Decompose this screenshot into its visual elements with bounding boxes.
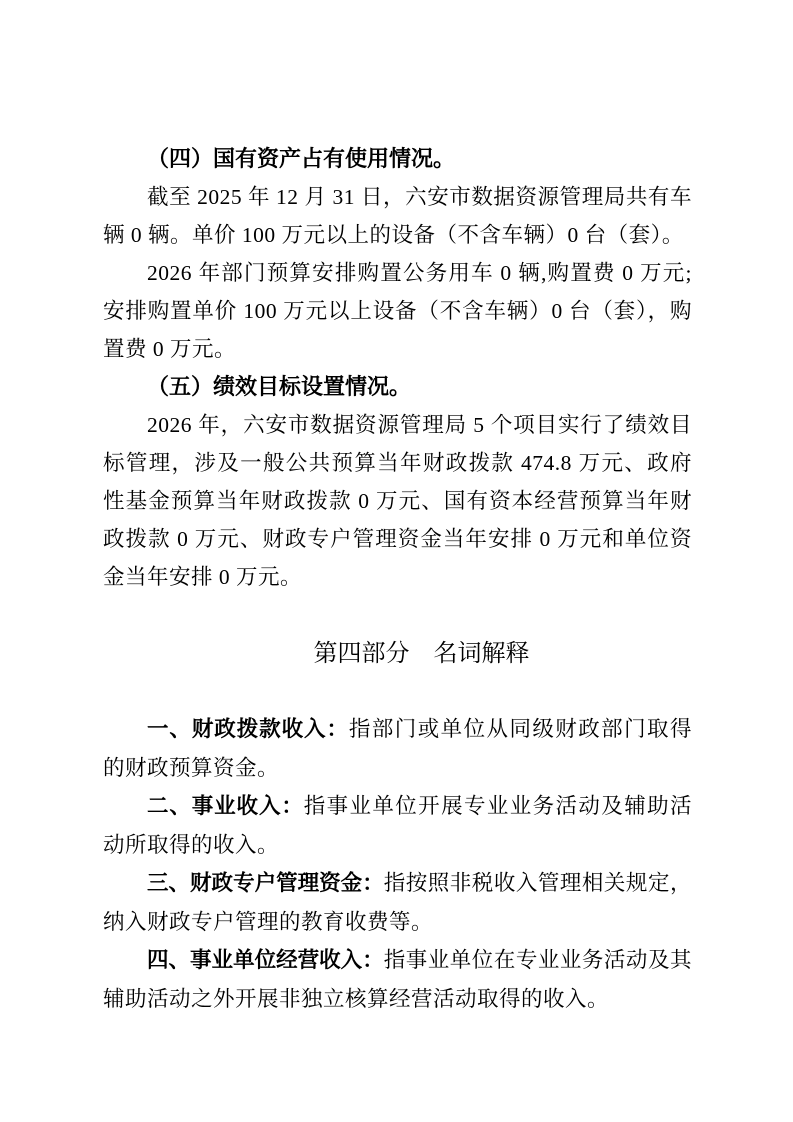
paragraph-performance-targets: 2026 年，六安市数据资源管理局 5 个项目实行了绩效目标管理，涉及一般公共预算当年财政拨款 474.8 万元、政府性基金预算当年财政拨款 0 万元、国有资本经营预算当年财政拨款 0 万元、财政专户管理资金当年安排 0 万元和单位资金当年安排 0 万元。 <box>103 413 692 589</box>
document-content <box>103 140 692 1018</box>
paragraph-assets-status: 截至 2025 年 12 月 31 日，六安市数据资源管理局共有车辆 0 辆。单价 100 万元以上的设备（不含车辆）0 台（套）。 <box>103 185 692 247</box>
definition-term-special-account-funds: 三、财政专户管理资金： <box>147 871 384 896</box>
definition-text: 指按照非税收入管理相关规定，纳入财政专户管理的教育收费等。 <box>103 871 692 934</box>
definition-text: 指事业单位开展专业业务活动及辅助活动所取得的收入。 <box>103 794 692 857</box>
spacer-after-title <box>103 672 692 710</box>
definition-item <box>103 864 692 941</box>
definition-term-operational-income: 二、事业收入： <box>147 794 304 819</box>
definition-text: 指部门或单位从同级财政部门取得的财政预算资金。 <box>103 717 692 780</box>
definition-term-business-operating-income: 四、事业单位经营收入： <box>147 948 384 973</box>
heading-performance-targets: （五）绩效目标设置情况。 <box>147 374 412 399</box>
spacer-before-title <box>103 596 692 634</box>
definition-item <box>103 941 692 1018</box>
definition-item <box>103 710 692 787</box>
paragraph-assets-budget: 2026 年部门预算安排购置公务用车 0 辆,购置费 0 万元;安排购置单价 100 万元以上设备（不含车辆）0 台（套），购置费 0 万元。 <box>103 261 692 361</box>
heading-state-assets: （四）国有资产占有使用情况。 <box>147 146 456 171</box>
definition-text: 指事业单位在专业业务活动及其辅助活动之外开展非独立核算经营活动取得的收入。 <box>103 948 692 1011</box>
definition-item <box>103 787 692 864</box>
definition-term-fiscal-appropriation-income: 一、财政拨款收入： <box>147 717 349 742</box>
part-four-title: 第四部分 名词解释 <box>313 639 530 667</box>
